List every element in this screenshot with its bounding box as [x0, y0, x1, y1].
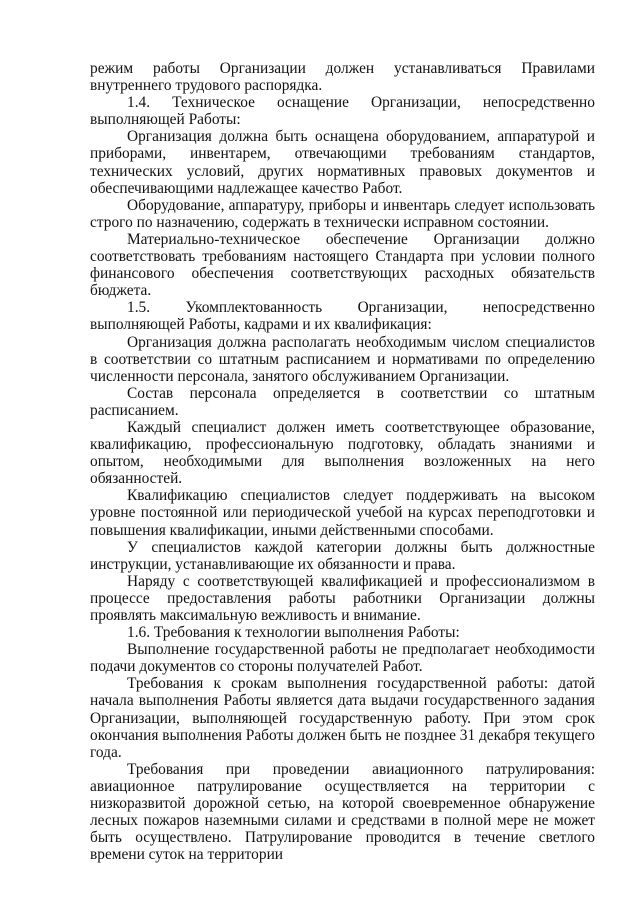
section-heading-1-4: 1.4. Техническое оснащение Организации, непосредственно выполняющей Работы:	[90, 94, 595, 129]
paragraph: Каждый специалист должен иметь соответствующее образование, квалификацию, профессиональную подготовку, обладать знаниями и опытом, необходимыми для выполнения возложенных на него обязанностей.	[90, 418, 595, 488]
section-heading-1-6: 1.6. Требования к технологии выполнения Работы:	[127, 624, 460, 642]
paragraph: Организация должна быть оснащена оборудованием, аппаратурой и приборами, инвентарем, отвечающими требованиям стандартов, технических условий, других нормативных правовых документов и обеспечивающими надлежащее качество Работ.	[90, 128, 595, 197]
paragraph: Организация должна располагать необходимым числом специалистов в соответствии со штатным расписанием и нормативами по определению численности персонала, занятого обслуживанием Организации.	[90, 333, 595, 385]
paragraph: Требования к срокам выполнения государственной работы: датой начала выполнения Работы является дата выдачи государственного задания Организации, выполняющей государственную работу. При этом срок окончания выполнения Работы должен быть не позднее 31 декабря текущего года.	[90, 675, 595, 761]
paragraph: Квалификацию специалистов следует поддерживать на высоком уровне постоянной или периодической учебой на курсах переподготовки и повышения квалификации, иными действенными способами.	[90, 487, 595, 539]
paragraph: Наряду с соответствующей квалификацией и профессионализмом в процессе предоставления работы работники Организации должны проявлять максимальную вежливость и внимание.	[90, 572, 595, 624]
section-heading-1-5: 1.5. Укомплектованность Организации, непосредственно выполняющей Работы, кадрами и их квалификация:	[90, 299, 595, 334]
paragraph: Требования при проведении авиационного патрулирования: авиационное патрулирование осуществляется на территории с низкоразвитой дорожной сетью, на которой своевременное обнаружение лесных пожаров наземными силами и средствами в полной мере не может быть осуществлено. Патрулирование проводится в течение светлого времени суток на территории	[90, 760, 595, 864]
paragraph: Состав персонала определяется в соответствии со штатным расписанием.	[90, 384, 595, 419]
paragraph: режим работы Организации должен устанавливаться Правилами внутреннего трудового распорядка.	[90, 60, 595, 95]
paragraph: Материально-техническое обеспечение Организации должно соответствовать требованиям настоящего Стандарта при условии полного финансового обеспечения соответствующих расходных обязательств бюджета.	[90, 230, 595, 300]
paragraph: У специалистов каждой категории должны быть должностные инструкции, устанавливающие их обязанности и права.	[90, 538, 595, 573]
paragraph: Оборудование, аппаратуру, приборы и инвентарь следует использовать строго по назначению, содержать в технически исправном состоянии.	[90, 196, 595, 231]
paragraph: Выполнение государственной работы не предполагает необходимости подачи документов со стороны получателей Работ.	[90, 641, 595, 676]
